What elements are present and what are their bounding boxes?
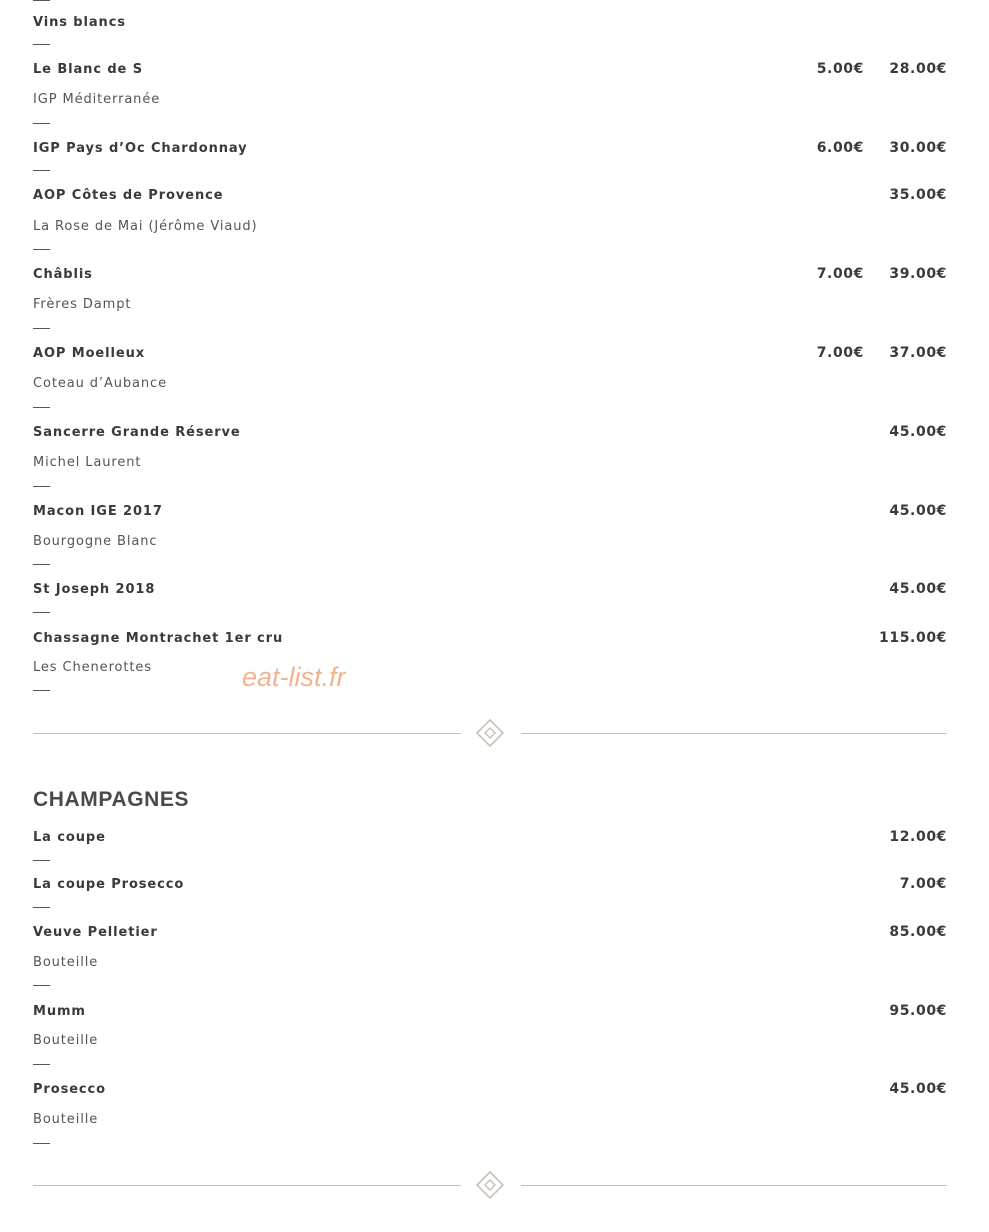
menu-item-name: AOP Côtes de Provence — [33, 188, 224, 203]
menu-item-description: Bourgogne Blanc — [33, 534, 158, 549]
diamond-icon — [475, 718, 505, 748]
menu-item-name: Prosecco — [33, 1082, 106, 1097]
menu-item-price: 95.00€ — [889, 1003, 947, 1019]
menu-item-name: Le Blanc de S — [33, 62, 143, 77]
menu-item-description: Frères Dampt — [33, 297, 132, 312]
menu-item-name: La coupe Prosecco — [33, 877, 185, 892]
menu-item-description: Bouteille — [33, 955, 99, 970]
divider-dash — [33, 564, 50, 565]
menu-item-description: Bouteille — [33, 1112, 99, 1127]
divider-dash — [33, 407, 50, 408]
diamond-icon — [475, 1170, 505, 1200]
menu-item-description: Bouteille — [33, 1033, 99, 1048]
menu-item-name: St Joseph 2018 — [33, 582, 156, 597]
menu-item-price-bottle: 35.00€ — [889, 187, 947, 203]
menu-item-price-bottle: 115.00€ — [879, 630, 947, 646]
separator-line-left — [33, 1185, 461, 1186]
menu-item-price-bottle: 45.00€ — [889, 424, 947, 440]
watermark: eat-list.fr — [242, 662, 346, 692]
menu-item-name: Sancerre Grande Réserve — [33, 425, 241, 440]
menu-item-name: AOP Moelleux — [33, 346, 146, 361]
menu-item-name: Chassagne Montrachet 1er cru — [33, 631, 284, 646]
divider-dash — [33, 860, 50, 861]
menu-item-price-bottle: 37.00€ — [889, 345, 947, 361]
menu-item-description: Coteau d’Aubance — [33, 376, 167, 391]
divider-dash — [33, 328, 50, 329]
section-heading: CHAMPAGNES — [33, 788, 190, 811]
menu-item-price: 7.00€ — [899, 876, 947, 892]
divider-dash — [33, 690, 50, 691]
separator-line-right — [521, 1185, 947, 1186]
menu-item-name: La coupe — [33, 830, 106, 845]
separator-line-right — [521, 733, 947, 734]
menu-item-description: La Rose de Mai (Jérôme Viaud) — [33, 219, 258, 234]
menu-item-price: 12.00€ — [889, 829, 947, 845]
divider-dash — [33, 985, 50, 986]
menu-item-price-bottle: 39.00€ — [889, 266, 947, 282]
divider-dash — [33, 249, 50, 250]
section-title: Vins blancs — [33, 15, 126, 30]
menu-item-name: Châblis — [33, 267, 93, 282]
menu-item-description: IGP Méditerranée — [33, 92, 161, 107]
menu-item-price-bottle: 28.00€ — [889, 61, 947, 77]
divider-dash — [33, 44, 50, 45]
menu-item-price-glass: 5.00€ — [816, 61, 864, 77]
divider-dash — [33, 907, 50, 908]
menu-item-name: Veuve Pelletier — [33, 925, 158, 940]
menu-item-description: Michel Laurent — [33, 455, 142, 470]
menu-item-name: Mumm — [33, 1004, 86, 1019]
menu-item-price-bottle: 30.00€ — [889, 140, 947, 156]
divider-dash — [33, 1143, 50, 1144]
menu-item-price-glass: 7.00€ — [816, 266, 864, 282]
menu-item-price-bottle: 45.00€ — [889, 503, 947, 519]
divider-dash — [33, 0, 50, 1]
divider-dash — [33, 486, 50, 487]
divider-dash — [33, 1064, 50, 1065]
divider-dash — [33, 170, 50, 171]
menu-item-price-glass: 7.00€ — [816, 345, 864, 361]
separator-line-left — [33, 733, 461, 734]
divider-dash — [33, 123, 50, 124]
menu-item-name: IGP Pays d’Oc Chardonnay — [33, 141, 248, 156]
menu-item-description: Les Chenerottes — [33, 660, 152, 675]
divider-dash — [33, 612, 50, 613]
menu-item-price: 85.00€ — [889, 924, 947, 940]
menu-item-price-bottle: 45.00€ — [889, 581, 947, 597]
menu-item-name: Macon IGE 2017 — [33, 504, 163, 519]
menu-item-price: 45.00€ — [889, 1081, 947, 1097]
menu-item-price-glass: 6.00€ — [816, 140, 864, 156]
